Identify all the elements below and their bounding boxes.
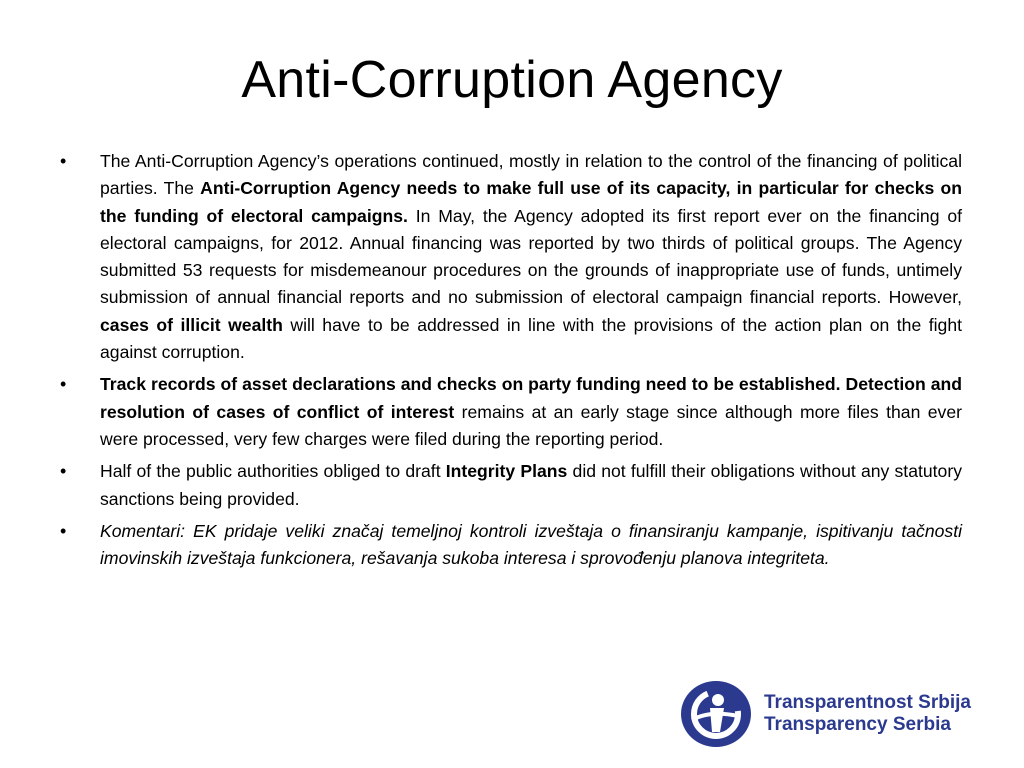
bullet-list bbox=[60, 148, 962, 577]
slide-title: Anti-Corruption Agency bbox=[241, 51, 783, 109]
logo-line-2: Transparency Serbia bbox=[764, 714, 951, 735]
bullet-marker: • bbox=[60, 461, 67, 482]
bullet-item bbox=[60, 518, 962, 573]
bullet-marker: • bbox=[60, 520, 67, 541]
bullet-marker: • bbox=[60, 151, 67, 171]
bold-span: cases of illicit wealth bbox=[100, 314, 283, 335]
bold-span: Track records of asset declarations and checks on party funding need to be established. Detection and resolution of cases of conflict of interest bbox=[100, 374, 962, 422]
logo-line-1: Transparentnost Srbija bbox=[764, 692, 971, 713]
text-span: will have to be addressed in line with the provisions of the action plan on the fight against corruption. bbox=[100, 314, 963, 363]
text-span: remains at an early stage since although more files than ever were processed, very few charges were filed during the reporting period. bbox=[100, 401, 962, 449]
text-span: Half of the public authorities obliged to draft bbox=[100, 461, 446, 482]
text-span: The Anti-Corruption Agency’s operations continued, mostly in relation to the control of the financing of political parties. The bbox=[100, 151, 962, 199]
bullet-text bbox=[100, 371, 962, 453]
bullet-text bbox=[100, 518, 962, 573]
bullet-item bbox=[60, 458, 962, 513]
bullet-item bbox=[60, 371, 962, 453]
transparency-serbia-logo bbox=[680, 680, 1010, 750]
bold-span: Integrity Plans bbox=[445, 461, 568, 482]
text-span: In May, the Agency adopted its first report ever on the financing of electoral campaigns, for 2012. Annual financing was reported by two thirds of political groups. The Agency submitted 53 requests for misdemeanour procedures on the grounds of inappropriate use of funds, untimely submission of annual financial reports and no submission of electoral campaign financial reports. However, bbox=[100, 205, 962, 308]
bold-span: Anti-Corruption Agency needs to make full use of its capacity, in particular for checks on the funding of electoral campaigns. bbox=[100, 178, 962, 226]
bullet-text bbox=[100, 458, 962, 513]
text-span: did not fulfill their obligations without any statutory sanctions being provided. bbox=[100, 461, 962, 509]
bullet-text bbox=[100, 148, 962, 366]
logo-emblem-icon bbox=[680, 680, 752, 748]
bullet-item bbox=[60, 148, 962, 366]
bullet-marker: • bbox=[60, 374, 67, 395]
italic-span: Komentari: EK pridaje veliki značaj temeljnoj kontroli izveštaja o finansiranju kampanje, ispitivanju tačnosti imovinskih izveštaja funkcionera, rešavanja sukoba interesa i sprovođenju planova integriteta. bbox=[100, 520, 962, 569]
